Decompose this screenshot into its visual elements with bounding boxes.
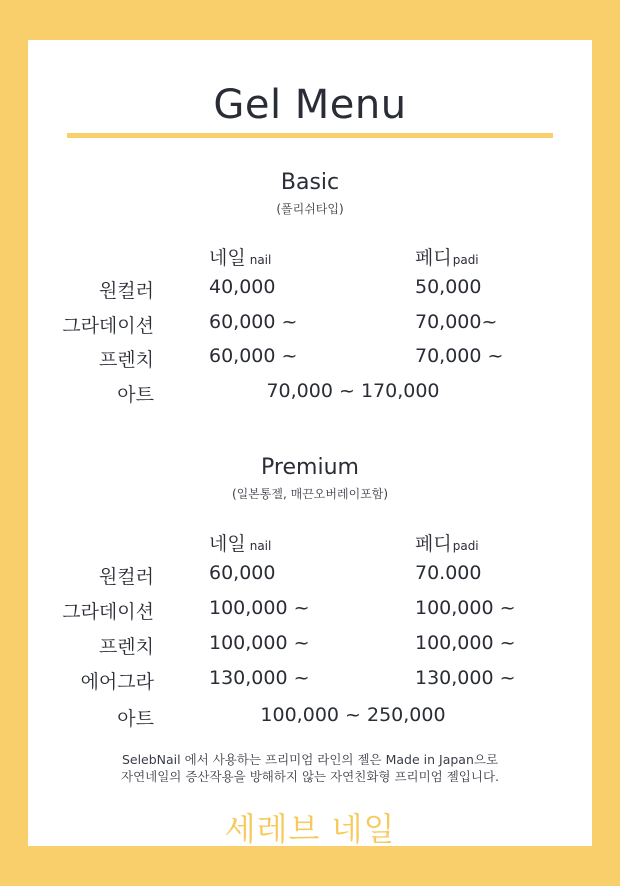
premium-art-price: 100,000 ~ 250,000: [260, 704, 446, 726]
premium-nail-price: 100,000 ~: [209, 597, 310, 619]
basic-row-label: 프렌치: [98, 349, 154, 371]
premium-pedi-price: 100,000 ~: [415, 597, 516, 619]
page-title: Gel Menu: [213, 82, 407, 128]
basic-pedi-header-ko: 페디: [415, 247, 452, 269]
basic-row-label: 원컬러: [98, 280, 154, 302]
premium-pedi-price: 70.000: [415, 562, 482, 584]
basic-pedi-price: 70,000 ~: [415, 345, 504, 367]
premium-row-label: 그라데이션: [62, 601, 154, 623]
title-underline: [67, 133, 553, 138]
basic-art-label: 아트: [117, 384, 154, 406]
basic-pedi-price: 50,000: [415, 276, 482, 298]
premium-pedi-price: 130,000 ~: [415, 667, 516, 689]
premium-nail-header-en: nail: [249, 539, 272, 553]
premium-pedi-header-ko: 페디: [415, 533, 452, 555]
brand-name: 세레브 네일: [224, 810, 396, 848]
premium-art-label: 아트: [117, 708, 154, 730]
premium-section-subtitle: (일본통젤, 매끈오버레이포함): [231, 487, 389, 501]
premium-pedi-header: [415, 529, 479, 556]
footnote-line-1: SelebNail 에서 사용하는 프리미엄 라인의 젤은 Made in Japan으로: [121, 752, 499, 767]
premium-nail-header: [209, 529, 271, 556]
basic-pedi-price: 70,000~: [415, 311, 498, 333]
premium-row-label: 에어그라: [80, 671, 154, 693]
basic-nail-header-ko: 네일: [209, 247, 246, 269]
premium-nail-header-ko: 네일: [209, 533, 246, 555]
basic-pedi-header: [415, 243, 479, 270]
premium-section-title: Premium: [261, 455, 359, 480]
basic-nail-price: 40,000: [209, 276, 276, 298]
premium-nail-price: 130,000 ~: [209, 667, 310, 689]
premium-row-label: 프렌치: [98, 636, 154, 658]
basic-nail-header: [209, 243, 271, 270]
basic-nail-price: 60,000 ~: [209, 345, 298, 367]
basic-nail-price: 60,000 ~: [209, 311, 298, 333]
basic-pedi-header-en: padi: [452, 253, 479, 267]
premium-pedi-header-en: padi: [452, 539, 479, 553]
premium-nail-price: 100,000 ~: [209, 632, 310, 654]
footnote-line-2: 자연네일의 증산작용을 방해하지 않는 자연친화형 프리미엄 젤입니다.: [121, 769, 499, 784]
premium-nail-price: 60,000: [209, 562, 276, 584]
basic-row-label: 그라데이션: [62, 315, 154, 337]
basic-section-title: Basic: [280, 170, 340, 195]
premium-pedi-price: 100,000 ~: [415, 632, 516, 654]
premium-row-label: 원컬러: [98, 566, 154, 588]
basic-art-price: 70,000 ~ 170,000: [266, 380, 440, 402]
basic-section-subtitle: (폴리쉬타입): [276, 202, 344, 216]
basic-nail-header-en: nail: [249, 253, 272, 267]
